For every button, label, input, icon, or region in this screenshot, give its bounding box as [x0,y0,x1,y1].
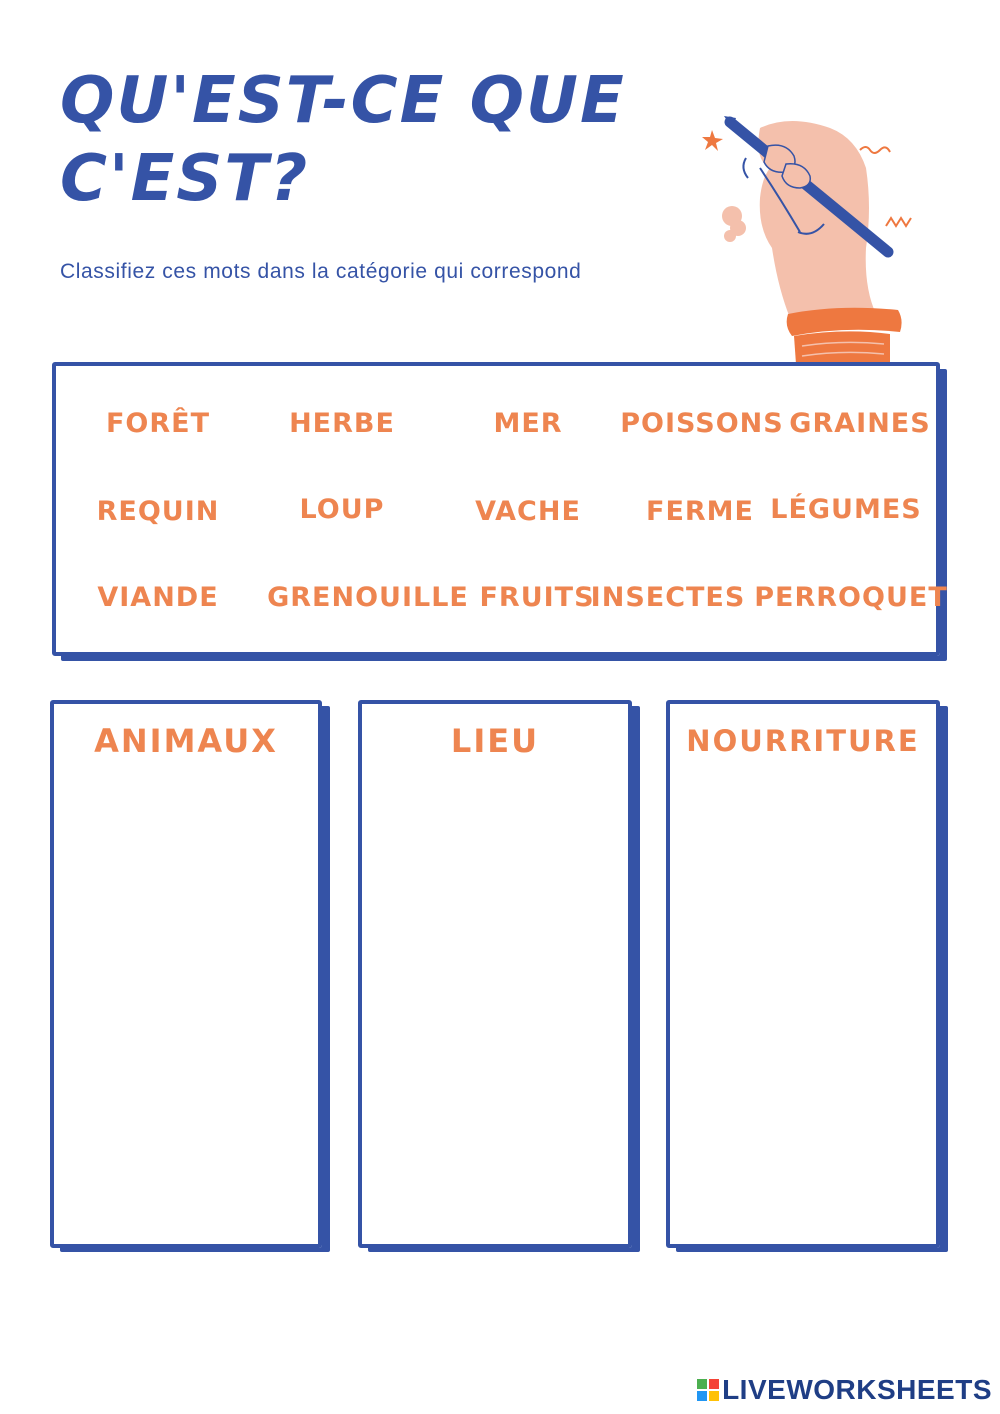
sparkle-icon [702,130,723,151]
hand-writing-illustration [690,108,930,366]
word-chip[interactable]: FERME [646,496,754,527]
squiggle-icon [860,147,890,153]
page-title [60,62,660,218]
word-chip[interactable]: VIANDE [97,582,219,613]
drop-zone-nourriture[interactable] [680,784,926,1234]
word-chip[interactable]: REQUIN [96,496,220,527]
word-chip[interactable]: PERROQUET [754,582,948,613]
zigzag-icon [886,218,911,226]
word-chip[interactable]: FORÊT [105,408,211,439]
word-chip[interactable]: MER [493,408,563,439]
word-chip[interactable]: LÉGUMES [770,494,922,525]
category-animaux [50,700,322,1248]
word-chip[interactable]: LOUP [299,494,385,525]
title-line-1: QU'EST-CE QUE [60,64,626,138]
category-title: LIEU [450,722,540,760]
brand-label: LIVEWORKSHEETS [722,1374,992,1405]
instructions: Classifiez ces mots dans la catégorie qui correspond [60,260,582,283]
drop-zone-lieu[interactable] [372,784,618,1234]
word-chip[interactable]: VACHE [475,496,581,527]
drop-zone-animaux[interactable] [64,784,308,1234]
word-chip[interactable]: GRENOUILLE [267,582,469,613]
word-chip[interactable]: HERBE [289,408,395,439]
word-chip[interactable]: POISSONS [620,408,784,439]
category-lieu [358,700,632,1248]
title-line-2: C'EST? [60,142,310,216]
liveworksheets-logo-icon [697,1379,719,1401]
word-chip[interactable]: FRUITS [479,582,595,613]
word-chip[interactable]: INSECTES [590,582,746,613]
word-bank [52,362,948,656]
category-title: ANIMAUX [94,722,278,760]
word-chip[interactable]: GRAINES [789,408,931,439]
category-nourriture [666,700,940,1248]
liveworksheets-brand[interactable] [697,1374,992,1406]
category-title: NOURRITURE [686,724,920,758]
